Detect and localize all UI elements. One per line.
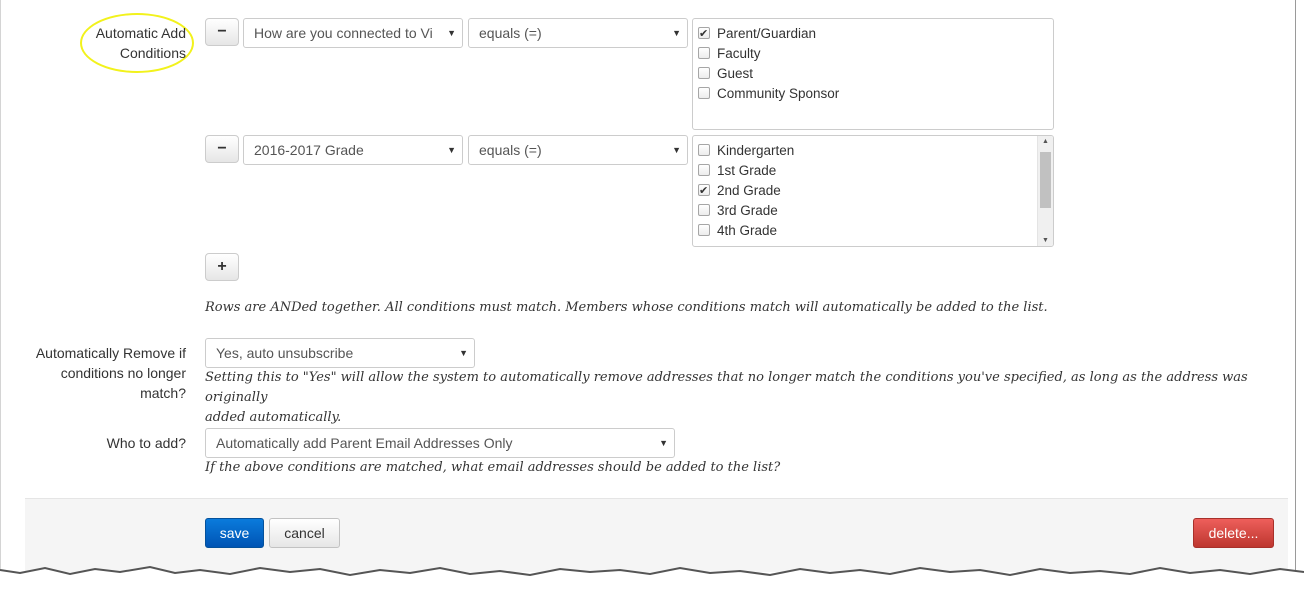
condition-values-list[interactable]	[692, 18, 1054, 130]
auto-remove-label-line: Automatically Remove if	[35, 345, 186, 361]
caret-down-icon: ▼	[459, 348, 468, 358]
checkbox[interactable]	[698, 144, 710, 156]
auto-remove-label-line: conditions no longer	[60, 365, 186, 381]
checkbox[interactable]	[698, 164, 710, 176]
caret-down-icon: ▼	[672, 28, 681, 38]
condition-operator-select[interactable]	[468, 135, 688, 165]
list-item[interactable]	[698, 141, 794, 161]
condition-field-value: How are you connected to Vi	[254, 25, 433, 41]
scroll-up-icon[interactable]: ▲	[1042, 138, 1049, 145]
condition-operator-value: equals (=)	[479, 142, 542, 158]
remove-condition-button[interactable]: −	[205, 18, 239, 46]
condition-operator-select[interactable]	[468, 18, 688, 48]
caret-down-icon: ▼	[447, 28, 456, 38]
scrollbar[interactable]	[1037, 136, 1053, 246]
cancel-button[interactable]: cancel	[269, 518, 340, 548]
condition-field-select[interactable]	[243, 135, 463, 165]
list-item[interactable]	[698, 221, 777, 241]
list-item[interactable]	[698, 201, 778, 221]
checkbox[interactable]	[698, 184, 710, 196]
who-to-add-label: Who to add?	[106, 435, 186, 451]
list-item[interactable]	[698, 84, 839, 104]
checkbox[interactable]	[698, 224, 710, 236]
auto-remove-help-line: added automatically.	[205, 410, 342, 425]
checkbox[interactable]	[698, 204, 710, 216]
option-label: 4th Grade	[717, 223, 778, 238]
checkbox[interactable]	[698, 67, 710, 79]
auto-add-label: Automatic Add Conditions	[95, 25, 186, 61]
caret-down-icon: ▼	[659, 438, 668, 448]
checkbox[interactable]	[698, 27, 710, 39]
list-item[interactable]	[698, 64, 753, 84]
condition-operator-value: equals (=)	[479, 25, 542, 41]
who-to-add-value: Automatically add Parent Email Addresses Only	[216, 435, 513, 451]
option-label: 1st Grade	[717, 163, 777, 178]
auto-remove-help-text	[205, 368, 1275, 428]
auto-remove-help-line: Setting this to "Yes" will allow the system to automatically remove addresses that no longer match the conditions you've specified, as long as the address was originally	[205, 370, 1248, 405]
auto-remove-label-line: match?	[140, 385, 186, 401]
list-item[interactable]	[698, 44, 761, 64]
torn-edge-decoration	[0, 556, 1304, 589]
option-label: Parent/Guardian	[717, 26, 817, 41]
scrollbar-thumb[interactable]	[1040, 152, 1051, 208]
list-item[interactable]	[698, 181, 781, 201]
caret-down-icon: ▼	[447, 145, 456, 155]
condition-field-select[interactable]	[243, 18, 463, 48]
add-condition-button[interactable]: +	[205, 253, 239, 281]
option-label: 3rd Grade	[717, 203, 778, 218]
option-label: Guest	[717, 66, 754, 81]
save-button[interactable]: save	[205, 518, 264, 548]
option-label: Community Sponsor	[717, 86, 840, 101]
auto-remove-label	[20, 343, 186, 403]
condition-values-list[interactable]	[692, 135, 1054, 247]
delete-button[interactable]: delete...	[1193, 518, 1274, 548]
who-to-add-select[interactable]	[205, 428, 675, 458]
checkbox[interactable]	[698, 47, 710, 59]
scroll-down-icon[interactable]: ▼	[1042, 237, 1049, 244]
list-item[interactable]	[698, 24, 816, 44]
option-label: Faculty	[717, 46, 761, 61]
auto-add-help-text: Rows are ANDed together. All conditions must match. Members whose conditions match will automatically be added to the list.	[205, 300, 1048, 315]
auto-remove-select[interactable]	[205, 338, 475, 368]
who-to-add-help-text: If the above conditions are matched, what email addresses should be added to the list?	[205, 460, 781, 475]
condition-field-value: 2016-2017 Grade	[254, 142, 364, 158]
caret-down-icon: ▼	[672, 145, 681, 155]
auto-remove-value: Yes, auto unsubscribe	[216, 345, 354, 361]
option-label: Kindergarten	[717, 143, 795, 158]
option-label: 2nd Grade	[717, 183, 781, 198]
remove-condition-button[interactable]: −	[205, 135, 239, 163]
checkbox[interactable]	[698, 87, 710, 99]
list-item[interactable]	[698, 161, 776, 181]
